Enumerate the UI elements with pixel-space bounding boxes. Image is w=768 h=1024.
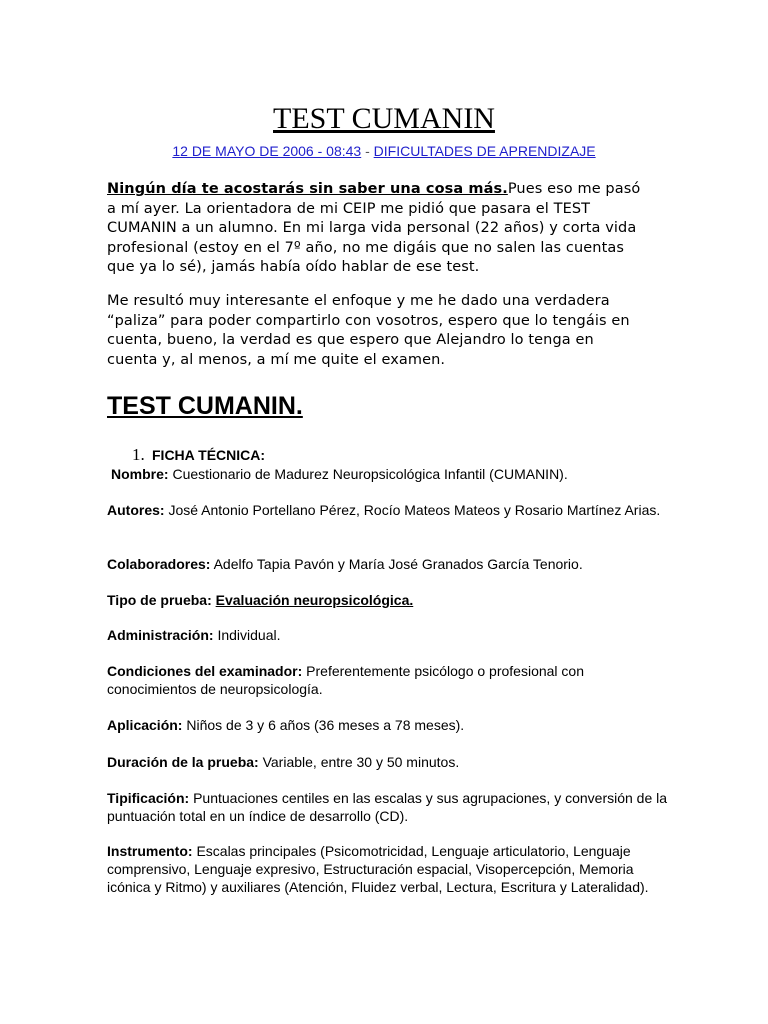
field-instrumento: [107, 842, 677, 896]
meta-separator: -: [361, 143, 374, 159]
field-tipo-prueba-label: Tipo de prueba:: [107, 592, 212, 608]
field-duracion-value: Variable, entre 30 y 50 minutos.: [258, 754, 460, 770]
post-meta: [0, 143, 768, 159]
field-administracion-value: Individual.: [213, 627, 281, 643]
intro-paragraph-2: Me resultó muy interesante el enfoque y me he dado una verdadera “paliza” para poder compartirlo con vosotros, espero que lo tengáis en cuenta, bueno, la verdad es que espero que Alejandro lo tenga en cuenta y, al menos, a mí me quite el examen.: [107, 293, 630, 368]
field-duracion: [107, 753, 677, 771]
field-tipificacion: [107, 789, 677, 825]
field-autores-label: Autores:: [107, 502, 165, 518]
field-aplicacion-label: Aplicación:: [107, 717, 183, 733]
field-tipificacion-value: Puntuaciones centiles en las escalas y sus agrupaciones, y conversión de la puntuación total en un índice de desarrollo (CD).: [107, 790, 668, 824]
ficha-label: FICHA TÉCNICA:: [152, 447, 266, 463]
field-nombre: [111, 465, 681, 483]
intro-paragraph-1-text: Pues eso me pasó a mí ayer. La orientadora de mi CEIP me pidió que pasara el TEST CUMANIN a un alumno. En mi larga vida personal (22 años) y corta vida profesional (estoy en el 7º año, no me digáis que no salen las cuentas que ya lo sé), jamás había oído hablar de ese test.: [107, 181, 641, 275]
field-condiciones-value: Preferentemente psicólogo o profesional con conocimientos de neuropsicología.: [107, 663, 584, 697]
field-nombre-label: Nombre:: [111, 466, 169, 482]
page-title: TEST CUMANIN: [273, 102, 495, 135]
field-nombre-value: Cuestionario de Madurez Neuropsicológica Infantil (CUMANIN).: [168, 466, 568, 482]
field-colaboradores: [107, 555, 677, 573]
field-autores-value: José Antonio Portellano Pérez, Rocío Mateos Mateos y Rosario Martínez Arias.: [164, 502, 661, 518]
field-colaboradores-label: Colaboradores:: [107, 556, 211, 572]
field-duracion-label: Duración de la prueba:: [107, 754, 259, 770]
field-tipo-prueba-value: Evaluación neuropsicológica.: [215, 592, 414, 608]
intro-paragraph-1: [107, 180, 647, 278]
field-condiciones: [107, 662, 677, 698]
section-heading: TEST CUMANIN.: [107, 392, 303, 420]
field-colaboradores-value: Adelfo Tapia Pavón y María José Granados García Tenorio.: [210, 556, 583, 572]
ficha-list-item: [132, 445, 265, 465]
field-tipo-prueba: [107, 591, 677, 609]
field-instrumento-label: Instrumento:: [107, 843, 193, 859]
field-administracion-label: Administración:: [107, 627, 214, 643]
date-link[interactable]: 12 DE MAYO DE 2006 - 08:43: [172, 143, 362, 159]
category-link[interactable]: DIFICULTADES DE APRENDIZAJE: [373, 143, 596, 159]
field-condiciones-label: Condiciones del examinador:: [107, 663, 303, 679]
field-tipificacion-label: Tipificación:: [107, 790, 190, 806]
field-autores: [107, 501, 677, 519]
field-aplicacion: [107, 716, 677, 734]
field-aplicacion-value: Niños de 3 y 6 años (36 meses a 78 meses).: [182, 717, 465, 733]
field-instrumento-value: Escalas principales (Psicomotricidad, Lenguaje articulatorio, Lenguaje comprensivo, Lenguaje expresivo, Estructuración espacial, Visopercepción, Memoria icónica y Ritmo) y auxiliares (Atención, Fluidez verbal, Lectura, Escritura y Lateralidad).: [107, 843, 649, 895]
ficha-number: 1.: [132, 445, 145, 464]
intro-lead-sentence: Ningún día te acostarás sin saber una cosa más.: [107, 181, 508, 197]
field-administracion: [107, 626, 677, 644]
